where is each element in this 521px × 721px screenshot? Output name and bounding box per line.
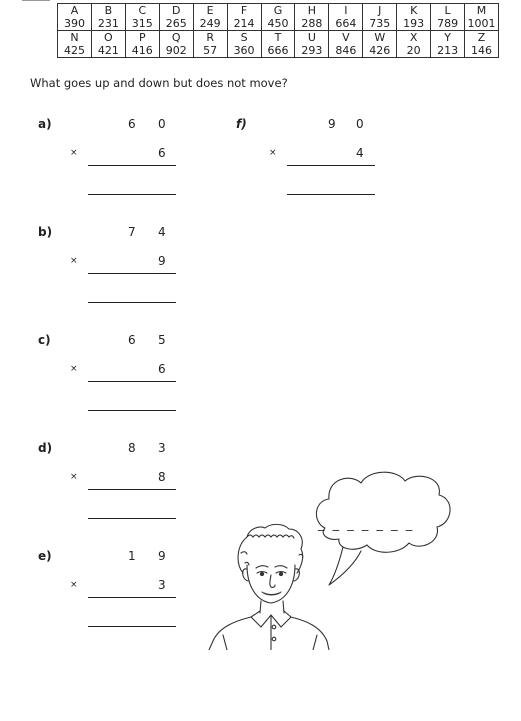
multiply-sign: × — [70, 580, 78, 590]
code-value: 288 — [301, 17, 323, 30]
code-value: 360 — [233, 44, 255, 57]
code-cell — [397, 31, 431, 58]
ones-digit: 4 — [158, 225, 166, 239]
code-cell — [193, 4, 227, 31]
code-cell — [397, 4, 431, 31]
code-value: 664 — [335, 17, 357, 30]
code-letter: S — [240, 31, 248, 44]
code-value: 265 — [165, 17, 187, 30]
code-letter: R — [206, 31, 214, 44]
multiplier-digit: 6 — [158, 146, 166, 160]
code-table-row — [58, 4, 499, 31]
answer-line-1 — [88, 381, 176, 382]
code-letter: Q — [171, 31, 181, 44]
code-value: 450 — [267, 17, 289, 30]
bubble-tail — [329, 547, 361, 585]
code-letter: J — [378, 4, 382, 17]
letter-code-table — [57, 3, 499, 58]
code-cell — [465, 31, 499, 58]
code-value: 249 — [199, 17, 221, 30]
code-value: 666 — [267, 44, 289, 57]
code-letter: T — [274, 31, 282, 44]
ones-digit: 0 — [356, 117, 364, 131]
tens-digit: 9 — [328, 117, 336, 131]
answer-line-2 — [88, 626, 176, 627]
face-icon — [247, 565, 295, 603]
code-letter: F — [240, 4, 248, 17]
code-value: 146 — [471, 44, 493, 57]
problem-a — [38, 117, 198, 207]
answer-line-1 — [88, 273, 176, 274]
multiplier-digit: 3 — [158, 578, 166, 592]
code-letter: D — [171, 4, 181, 17]
code-cell — [159, 31, 193, 58]
tens-digit: 1 — [128, 549, 136, 563]
answer-line-2 — [88, 518, 176, 519]
answer-line-2 — [88, 194, 176, 195]
problem-label: f) — [236, 117, 247, 131]
tens-digit: 7 — [128, 225, 136, 239]
ones-digit: 3 — [158, 441, 166, 455]
code-value: 390 — [63, 17, 85, 30]
code-letter: N — [70, 31, 79, 44]
code-value: 425 — [63, 44, 85, 57]
code-value: 1001 — [467, 17, 496, 30]
code-value: 426 — [369, 44, 391, 57]
problem-d — [38, 441, 198, 531]
tens-digit: 6 — [128, 333, 136, 347]
code-letter: O — [104, 31, 113, 44]
ones-digit: 9 — [158, 549, 166, 563]
code-letter: M — [476, 4, 487, 17]
code-letter: W — [374, 31, 386, 44]
code-cell — [91, 31, 125, 58]
code-value: 789 — [437, 17, 459, 30]
code-value: 735 — [369, 17, 391, 30]
problem-label: b) — [38, 225, 53, 239]
code-cell — [431, 4, 465, 31]
code-cell — [261, 31, 295, 58]
code-cell — [91, 4, 125, 31]
boy-with-speech-bubble — [205, 465, 505, 650]
answer-blanks[interactable]: _ _ _ _ _ _ _ — [318, 517, 415, 532]
code-letter: G — [273, 4, 283, 17]
code-value: 416 — [131, 44, 153, 57]
code-cell — [159, 4, 193, 31]
code-letter: C — [138, 4, 147, 17]
code-letter: L — [444, 4, 451, 17]
code-value: 214 — [233, 17, 255, 30]
code-value: 231 — [97, 17, 119, 30]
code-cell — [363, 4, 397, 31]
code-value: 315 — [131, 17, 153, 30]
code-value: 57 — [203, 44, 218, 57]
multiply-sign: × — [70, 256, 78, 266]
code-table-row — [58, 31, 499, 58]
problem-e — [38, 549, 198, 639]
answer-line-2 — [287, 194, 375, 195]
problem-c — [38, 333, 198, 423]
code-letter: I — [344, 4, 348, 17]
answer-line-1 — [88, 597, 176, 598]
hair-icon — [238, 524, 303, 573]
problem-label: d) — [38, 441, 53, 455]
code-letter: P — [138, 31, 146, 44]
code-cell — [329, 31, 363, 58]
tens-digit: 8 — [128, 441, 136, 455]
problem-label: a) — [38, 117, 52, 131]
code-letter: X — [409, 31, 418, 44]
code-cell — [125, 4, 159, 31]
problem-f — [236, 117, 396, 207]
code-value: 213 — [437, 44, 459, 57]
code-value: 421 — [97, 44, 119, 57]
problem-label: c) — [38, 333, 51, 347]
code-cell — [58, 31, 92, 58]
code-cell — [295, 4, 329, 31]
code-letter: A — [70, 4, 79, 17]
ones-digit: 5 — [158, 333, 166, 347]
code-cell — [363, 31, 397, 58]
code-cell — [193, 31, 227, 58]
code-value: 20 — [406, 44, 421, 57]
multiplier-digit: 9 — [158, 254, 166, 268]
riddle-question: What goes up and down but does not move? — [30, 76, 288, 90]
code-letter: Z — [477, 31, 486, 44]
code-cell — [329, 4, 363, 31]
code-cell — [227, 31, 261, 58]
code-letter: K — [410, 4, 418, 17]
multiply-sign: × — [70, 472, 78, 482]
answer-line-2 — [88, 410, 176, 411]
code-value: 293 — [301, 44, 323, 57]
answer-line-1 — [88, 489, 176, 490]
code-cell — [431, 31, 465, 58]
multiplier-digit: 6 — [158, 362, 166, 376]
top-rule — [22, 0, 50, 1]
code-cell — [227, 4, 261, 31]
code-letter: U — [307, 31, 316, 44]
multiplier-digit: 4 — [356, 146, 364, 160]
tens-digit: 6 — [128, 117, 136, 131]
code-letter: B — [104, 4, 113, 17]
speech-bubble-icon — [316, 472, 450, 552]
code-cell — [58, 4, 92, 31]
code-letter: Y — [444, 31, 451, 44]
answer-line-1 — [88, 165, 176, 166]
code-cell — [295, 31, 329, 58]
problem-label: e) — [38, 549, 52, 563]
multiply-sign: × — [70, 364, 78, 374]
code-value: 902 — [165, 44, 187, 57]
answer-line-1 — [287, 165, 375, 166]
code-cell — [125, 31, 159, 58]
problem-b — [38, 225, 198, 315]
code-cell — [465, 4, 499, 31]
code-value: 193 — [403, 17, 425, 30]
ones-digit: 0 — [158, 117, 166, 131]
multiplier-digit: 8 — [158, 470, 166, 484]
code-value: 846 — [335, 44, 357, 57]
multiply-sign: × — [269, 148, 277, 158]
code-cell — [261, 4, 295, 31]
multiply-sign: × — [70, 148, 78, 158]
code-letter: V — [342, 31, 350, 44]
code-letter: H — [307, 4, 317, 17]
code-letter: E — [206, 4, 214, 17]
answer-line-2 — [88, 302, 176, 303]
